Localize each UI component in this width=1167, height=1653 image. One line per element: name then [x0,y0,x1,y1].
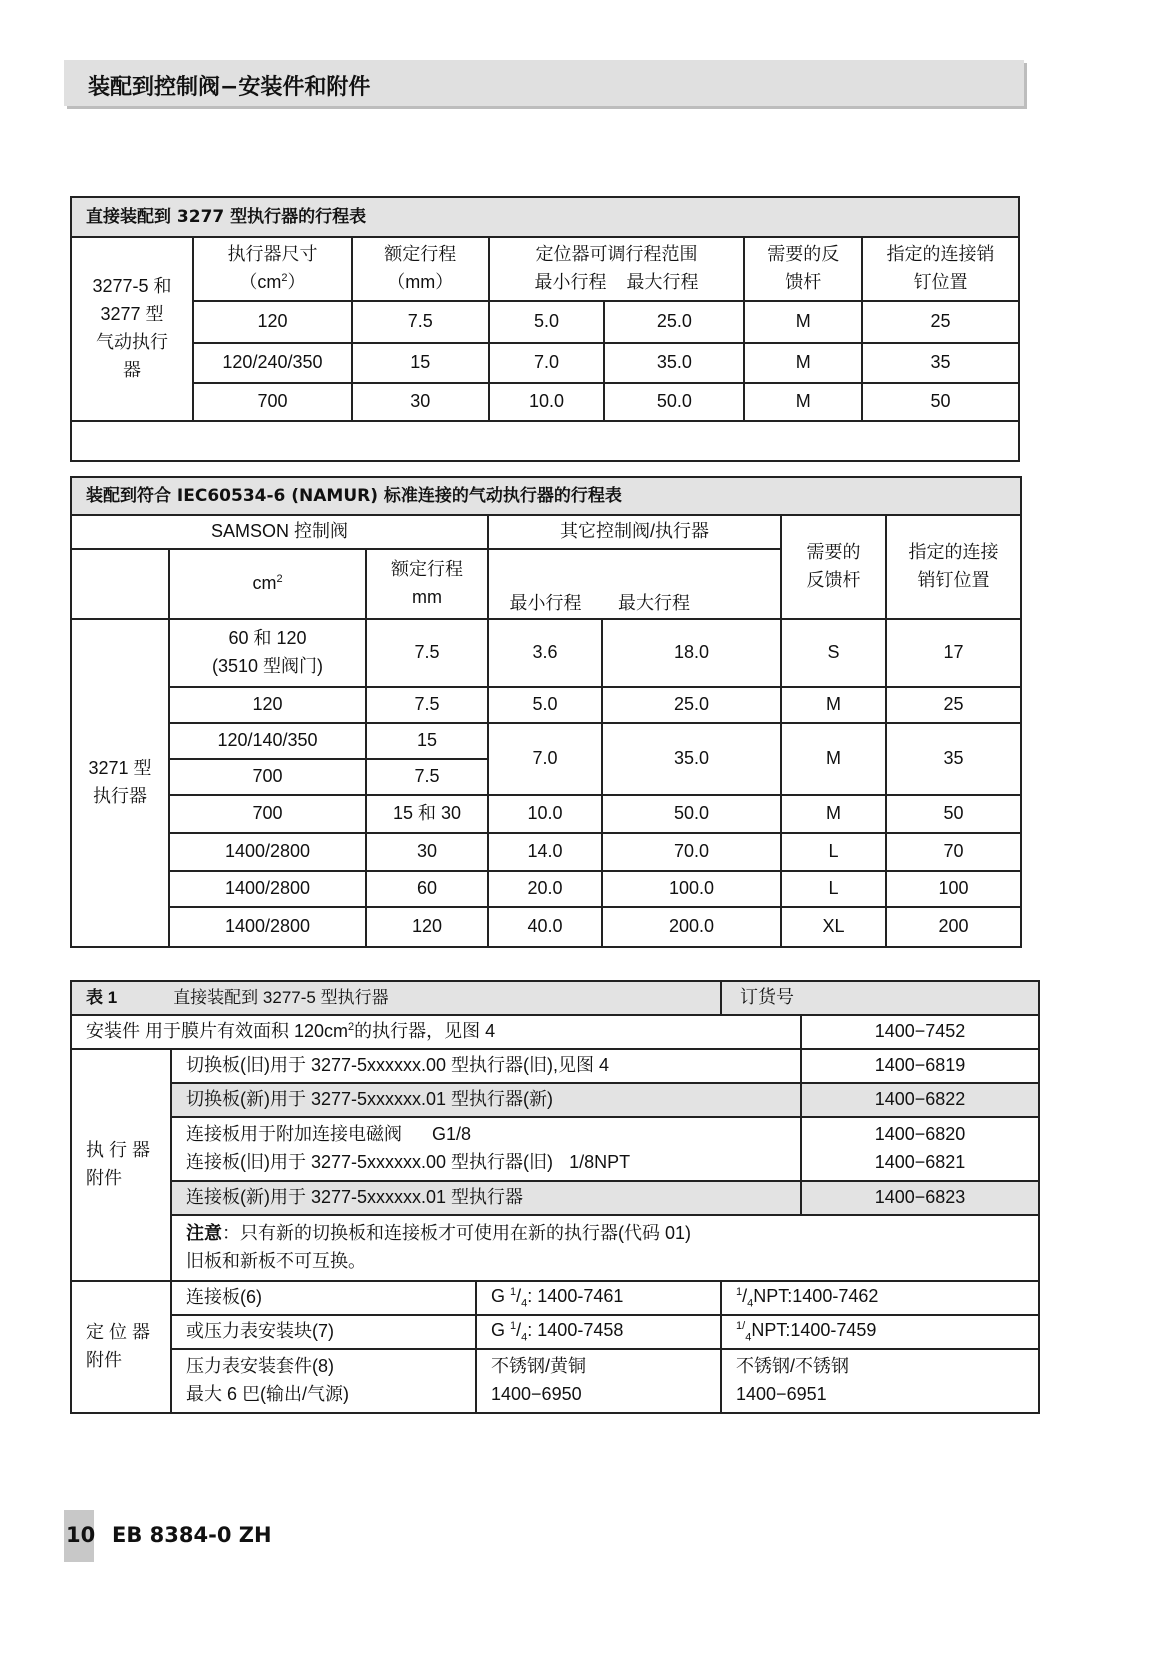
header-min-travel: 最小行程 [488,549,602,619]
table-row: 1400/2800 60 20.0 100.0 L 100 [71,871,1021,907]
table1-title: 直接装配到 3277 型执行器的行程表 [71,197,1019,237]
table-row: 连接板(新)用于 3277-5xxxxxx.01 型执行器 1400−6823 [71,1181,1039,1215]
mounting-parts-order-no: 1400−7452 [801,1015,1039,1049]
table3-title-row [71,981,721,1015]
page-number: 10 [66,1523,96,1547]
travel-table-3277 [70,196,1020,462]
header-actuator-size: 执行器尺寸 $(cm^2)$ [193,237,352,301]
table-row: 3271 型 执行器 60 和 120 (3510 型阀门) 7.5 3.6 18.0 S 17 [71,619,1021,687]
page-title: 装配到控制阀−安装件和附件 [88,75,371,100]
table3-label: 表 1 [86,987,118,1007]
table3-title: 直接装配到 3277-5 型执行器 [173,987,389,1007]
table-row: 1400/2800 120 40.0 200.0 XL 200 [71,907,1021,947]
actuator-accessories-label: 执 行 器 附件 [71,1049,171,1281]
header-samson-valve: SAMSON 控制阀 [71,515,488,549]
header-area: $cm^2$ [169,549,366,619]
section-header [64,60,1024,106]
table1-row-label: 3277-5 和 3277 型 气动执行 器 [71,237,193,421]
table-note: 注意：只有新的切换板和连接板才可使用在新的执行器(代码 01) 旧板和新板不可互换。 [71,1215,1039,1281]
travel-table-namur [70,476,1022,948]
table-row: 700 15 和 30 10.0 50.0 M 50 [71,795,1021,833]
table-row: 执 行 器 附件 切换板(旧)用于 3277-5xxxxxx.00 型执行器(旧),见图 4 1400−6819 [71,1049,1039,1083]
table2-row-label: 3271 型 执行器 [71,619,169,947]
table-row: 120 7.5 5.0 25.0 M 25 [71,301,1019,343]
header-rated-travel: 额定行程 mm [366,549,488,619]
table-row: 120/240/350 15 7.0 35.0 M 35 [71,343,1019,383]
table-spacer [71,421,1019,461]
table-row: 1400/2800 30 14.0 70.0 L 70 [71,833,1021,871]
table-row: 或压力表安装块(7) G $^1/_4$: 1400-7458 $^{1/}_4$NPT:1400-7459 [71,1315,1039,1349]
header-other-valve: 其它控制阀/执行器 [488,515,781,549]
table-row: 定 位 器 附件 连接板(6) G $^1/_4$: 1400-7461 $^1/_4NPT:1400-7462$ [71,1281,1039,1315]
header-pin-position: 指定的连接 销钉位置 [886,515,1021,619]
table-row: 120/140/350 15 7.0 35.0 M 35 [71,723,1021,759]
accessories-table [70,980,1040,1414]
table-row: 切换板(新)用于 3277-5xxxxxx.01 型执行器(新) 1400−6822 [71,1083,1039,1117]
table-row: 700 7.5 [71,759,1021,795]
header-blank [71,549,169,619]
positioner-accessories-label: 定 位 器 附件 [71,1281,171,1413]
mounting-parts-desc: 安装件 用于膜片有效面积 $120cm^2$的执行器，见图 4 [71,1015,801,1049]
table-row [71,1015,1039,1049]
table-row: 压力表安装套件(8) 最大 6 巴(输出/气源) 不锈钢/黄铜 1400−6950 不锈钢/不锈钢 1400−6951 [71,1349,1039,1413]
header-max-travel: 最大行程 [602,549,781,619]
table2-title: 装配到符合 IEC60534-6 (NAMUR) 标准连接的气动执行器的行程表 [71,477,1021,515]
header-feedback-lever: 需要的 反馈杆 [781,515,886,619]
header-pin-position: 指定的连接销 钉位置 [862,237,1019,301]
table-row: 120 7.5 5.0 25.0 M 25 [71,687,1021,723]
table-row: 连接板用于附加连接电磁阀 G1/8 连接板(旧)用于 3277-5xxxxxx.00 型执行器(旧) 1/8NPT 1400−6820 1400−6821 [71,1117,1039,1181]
order-number-header: 订货号 [721,981,1039,1015]
header-feedback-lever: 需要的反 馈杆 [744,237,862,301]
document-id: EB 8384-0 ZH [112,1523,272,1547]
table-row: 700 30 10.0 50.0 M 50 [71,383,1019,421]
header-rated-travel: 额定行程 （mm） [352,237,489,301]
header-travel-range: 定位器可调行程范围 最小行程 最大行程 [489,237,745,301]
